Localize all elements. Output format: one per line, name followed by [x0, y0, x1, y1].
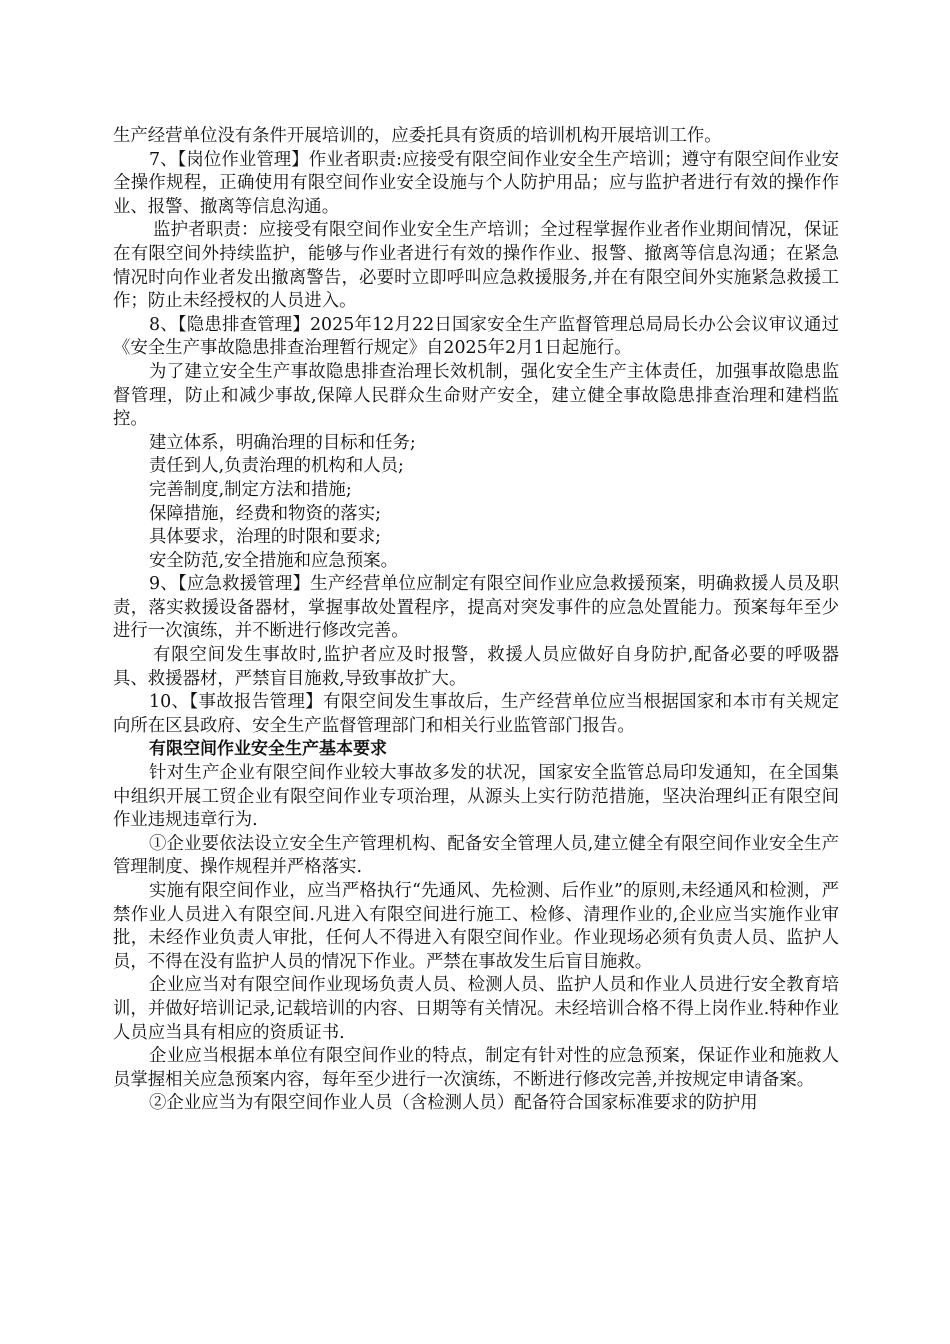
section-heading: 有限空间作业安全生产基本要求: [149, 739, 387, 760]
list-item: 建立体系，明确治理的目标和任务;: [149, 432, 416, 453]
paragraph-special-governance: 针对生产企业有限空间作业较大事故多发的状况，国家安全监管总局印发通知，在全国集中组织开展工贸企业有限空间作业专项治理，从源头上实行防范措施，坚决治理纠正有限空间作业违规违章行为.: [113, 763, 839, 831]
paragraph-hazard-purpose: 为了建立安全生产事故隐患排查治理长效机制，强化安全生产主体责任，加强事故隐患监督管理，防止和减少事故,保障人民群众生命财产安全，建立健全事故隐患排查治理和建档监控。: [113, 361, 839, 430]
list-item: 保障措施，经费和物资的落实;: [149, 503, 381, 524]
paragraph-ventilation-principle: 实施有限空间作业，应当严格执行“先通风、先检测、后作业”的原则,未经通风和检测，严禁作业人员进入有限空间.凡进入有限空间进行施工、检修、清理作业的,企业应当实施作业审批，未经作业负责人审批，任何人不得进入有限空间作业。作业现场必须有负责人员、监护人员，不得在没有监护人员的情况下作业。严禁在事故发生后盲目施救。: [113, 881, 839, 972]
paragraph-job-management: 7、【岗位作业管理】作业者职责:应接受有限空间作业安全生产培训；遵守有限空间作业安全操作规程，正确使用有限空间作业安全设施与个人防护用品；应与监护者进行有效的操作作业、报警、撤离等信息沟通。: [113, 149, 839, 217]
paragraph-accident-reporting: 10、【事故报告管理】有限空间发生事故后，生产经营单位应当根据国家和本市有关规定向所在区县政府、安全生产监督管理部门和相关行业监管部门报告。: [113, 692, 839, 736]
paragraph-emergency-plan: 企业应当根据本单位有限空间作业的特点，制定有针对性的应急预案，保证作业和施救人员掌握相关应急预案内容，每年至少进行一次演练，不断进行修改完善,并按规定申请备案。: [113, 1046, 839, 1090]
paragraph-requirement-2: ②企业应当为有限空间作业人员（含检测人员）配备符合国家标准要求的防护用: [149, 1093, 758, 1114]
paragraph-training-outsourcing: 生产经营单位没有条件开展培训的，应委托具有资质的培训机构开展培训工作。: [113, 126, 722, 146]
paragraph-emergency-management: 9、【应急救援管理】生产经营单位应制定有限空间作业应急救援预案，明确救援人员及职责，落实救援设备器材，掌握事故处置程序，提高对突发事件的应急处置能力。预案每年至少进行一次演练，并不断进行修改完善。: [113, 574, 839, 642]
list-item: 具体要求，治理的时限和要求;: [149, 527, 381, 548]
paragraph-accident-response: 有限空间发生事故时,监护者应及时报警，救援人员应做好自身防护,配备必要的呼吸器具、救援器材，严禁盲目施救,导致事故扩大。: [113, 645, 839, 689]
paragraph-supervisor-duties: 监护者职责：应接受有限空间作业安全生产培训；全过程掌握作业者作业期间情况，保证在有限空间外持续监护，能够与作业者进行有效的操作作业、报警、撤离等信息沟通；在紧急情况时向作业者发出撤离警告，必要时立即呼叫应急救援服务,并在有限空间外实施紧急救援工作；防止未经授权的人员进入。: [113, 220, 839, 312]
paragraph-safety-training: 企业应当对有限空间作业现场负责人员、检测人员、监护人员和作业人员进行安全教育培训，并做好培训记录,记载培训的内容、日期等有关情况。未经培训合格不得上岗作业.特种作业人员应当具有相应的资质证书.: [113, 975, 839, 1043]
list-item: 安全防范,安全措施和应急预案。: [149, 550, 398, 571]
paragraph-hazard-management: 8、【隐患排查管理】2025年12月22日国家安全生产监督管理总局局长办公会议审议通过《安全生产事故隐患排查治理暂行规定》自2025年2月1日起施行。: [113, 314, 839, 359]
list-item: 完善制度,制定方法和措施;: [149, 479, 352, 500]
paragraph-requirement-1: ①企业要依法设立安全生产管理机构、配备安全管理人员,建立健全有限空间作业安全生产管理制度、操作规程并严格落实.: [113, 833, 839, 878]
list-item: 责任到人,负责治理的机构和人员;: [149, 456, 404, 477]
document-page: [113, 125, 839, 1116]
